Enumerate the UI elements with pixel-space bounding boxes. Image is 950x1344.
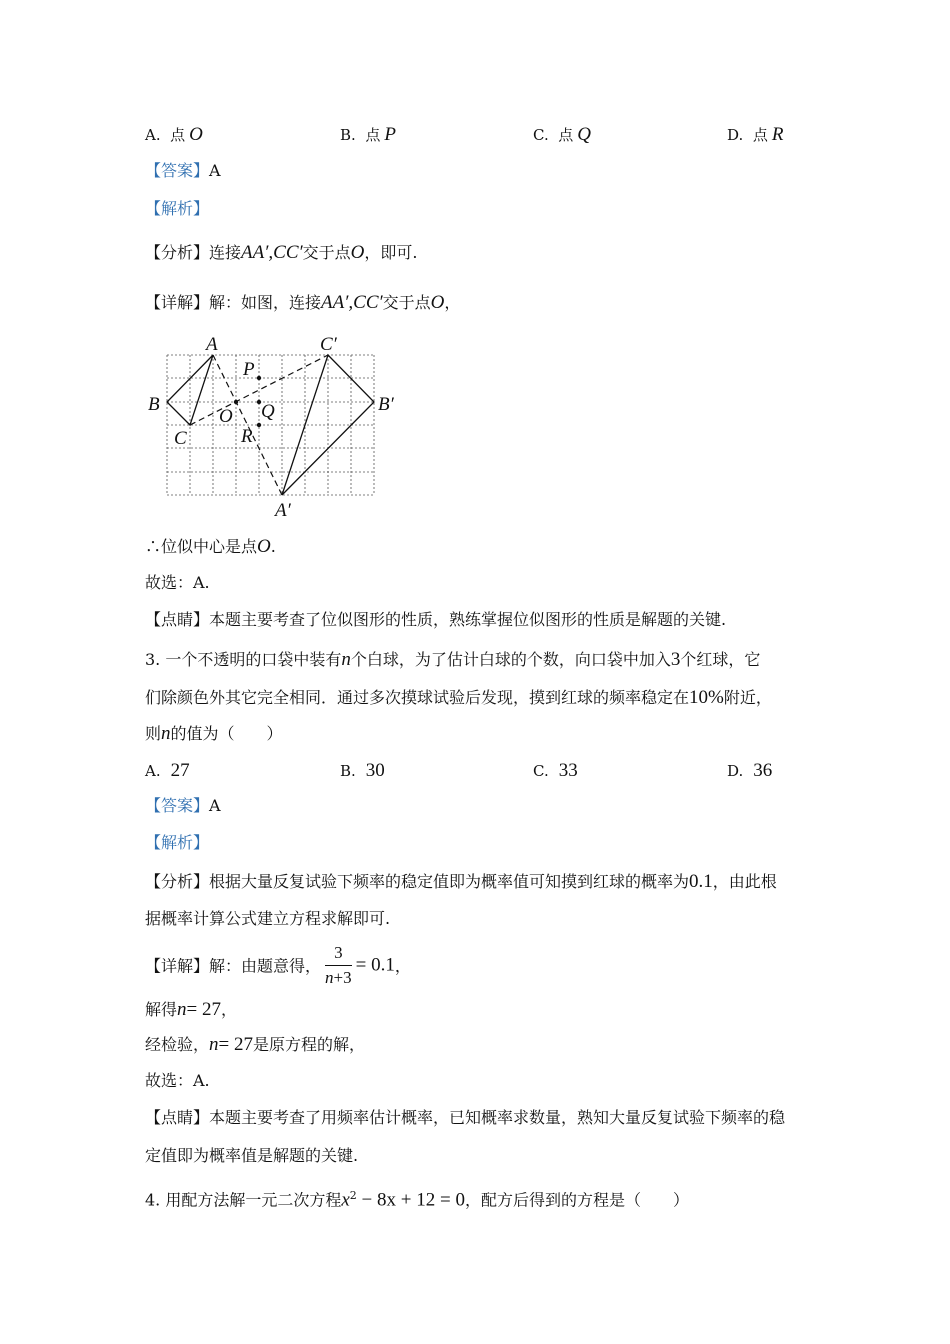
text: 的值为（ ） — [170, 724, 283, 743]
q3-guxuan-line: 故选：A. — [145, 1071, 210, 1090]
homothety-figure — [140, 330, 410, 525]
jiexi-tag: 【解析】 — [145, 199, 210, 218]
dianjing-tag: 【点睛】 — [145, 1108, 210, 1127]
dianjing-tag: 【点睛】 — [145, 610, 210, 629]
label-p: P — [243, 359, 255, 380]
q3-option-d — [727, 760, 772, 782]
math: AA′,CC′ — [241, 242, 303, 263]
option-word: 点 — [752, 126, 768, 144]
text: 则 — [145, 724, 162, 743]
label-r: R — [241, 426, 253, 447]
text: ，配方后得到的方程是（ ） — [464, 1190, 689, 1210]
xiangjie-tag: 【详解】 — [145, 956, 210, 976]
points — [234, 376, 261, 427]
math: n — [177, 999, 187, 1020]
text: 解得 — [145, 1000, 178, 1019]
math: 2 — [349, 1189, 357, 1202]
option-word: 点 — [558, 126, 574, 144]
q3-xiangjie-line — [145, 943, 411, 989]
option-letter: A. — [145, 762, 161, 780]
option-c — [533, 124, 591, 146]
xiangjie-tag: 【详解】 — [145, 293, 210, 312]
fraction-numerator: 3 — [325, 943, 352, 966]
q3-line2 — [145, 688, 772, 707]
text: 解：如图，连接 — [209, 293, 322, 312]
text: ， — [220, 1000, 237, 1019]
text: 解：由题意得， — [209, 956, 322, 976]
label-b-prime: B′ — [378, 394, 394, 415]
label-a-prime: A′ — [275, 500, 291, 521]
option-word: 点 — [365, 126, 381, 144]
triangle-abc — [167, 355, 213, 425]
text: 个白球，为了估计白球的个数，向口袋中加入 — [350, 650, 671, 669]
text: 交于点 — [302, 243, 351, 262]
label-c-prime: C′ — [320, 334, 337, 355]
q3-option-c — [533, 760, 578, 782]
label-a: A — [206, 334, 218, 355]
option-b — [340, 124, 396, 146]
option-a — [145, 124, 203, 146]
text: 是原方程的解， — [252, 1035, 365, 1054]
text: 经检验， — [145, 1035, 210, 1054]
answer-line — [145, 163, 221, 179]
point-o — [234, 400, 238, 404]
answer-tag: 【答案】 — [145, 161, 210, 180]
math: n — [341, 649, 351, 670]
text: ，即可. — [364, 243, 418, 262]
q3-fenxi-line2: 据概率计算公式建立方程求解即可. — [145, 909, 391, 928]
text: 们除颜色外其它完全相同．通过多次摸球试验后发现，摸到红球的频率稳定在 — [145, 688, 690, 707]
answer-value: A — [209, 796, 221, 815]
option-letter: C. — [533, 762, 549, 780]
point-r — [257, 423, 261, 427]
option-value: 36 — [753, 760, 773, 781]
option-math: O — [189, 124, 203, 145]
text: 附近， — [723, 688, 772, 707]
q3-jiede-line — [145, 1000, 237, 1019]
math: − 8x + 12 = 0 — [356, 1189, 465, 1211]
q3-dianjing-line1 — [145, 1110, 785, 1126]
guxuan-line: 故选：A. — [145, 573, 210, 592]
text: 本题主要考查了位似图形的性质，熟练掌握位似图形的性质是解题的关键. — [209, 610, 727, 629]
text: ， — [394, 956, 411, 976]
option-math: P — [384, 124, 396, 145]
text: 本题主要考查了用频率估计概率，已知概率求数量，熟知大量反复试验下频率的稳 — [209, 1108, 786, 1127]
text: 连接 — [209, 243, 242, 262]
q3-line3 — [145, 724, 283, 743]
fenxi-line — [145, 243, 418, 262]
dianjing-line — [145, 612, 726, 628]
option-letter: D. — [727, 126, 744, 144]
text: 根据大量反复试验下频率的稳定值即为概率值可知摸到红球的概率为 — [209, 872, 690, 891]
option-letter: A. — [145, 126, 161, 144]
number: 10% — [689, 687, 724, 708]
fraction — [325, 943, 352, 989]
q3-jianyan-line — [145, 1035, 365, 1054]
math: +3 — [333, 968, 352, 988]
option-value: 33 — [558, 760, 578, 781]
number: = 27 — [186, 999, 221, 1020]
option-math: R — [771, 124, 784, 145]
label-q: Q — [261, 401, 275, 422]
math: O — [350, 242, 365, 263]
therefore-line — [145, 537, 276, 556]
fenxi-tag: 【分析】 — [145, 872, 210, 891]
text: . — [270, 537, 276, 556]
option-word: 点 — [170, 126, 186, 144]
text: ∴位似中心是点 — [145, 537, 258, 556]
q4-line — [145, 1190, 689, 1209]
fraction-denominator — [325, 966, 352, 988]
option-d — [727, 124, 783, 146]
text: 3. 一个不透明的口袋中装有 — [145, 650, 342, 669]
math: n — [161, 723, 171, 744]
math: x — [341, 1189, 350, 1211]
label-o: O — [219, 406, 233, 427]
answer-value: A — [209, 161, 221, 180]
number: = 27 — [218, 1034, 253, 1055]
option-value: 27 — [170, 760, 190, 781]
option-letter: C. — [533, 126, 549, 144]
math: AA′,CC′ — [321, 292, 383, 313]
math: n — [209, 1034, 219, 1055]
q3-line1 — [145, 650, 760, 669]
line-cc-prime — [190, 355, 328, 425]
text: 个红球，它 — [680, 650, 761, 669]
q3-option-b — [340, 760, 385, 782]
math: O — [430, 292, 445, 313]
label-b: B — [148, 394, 160, 415]
text: 交于点 — [382, 293, 431, 312]
q3-jiexi-tag: 【解析】 — [145, 833, 210, 852]
q3-answer-line — [145, 798, 221, 814]
grid — [167, 355, 374, 495]
q3-option-a — [145, 760, 190, 782]
text: ， — [444, 293, 461, 312]
number: 0.1 — [689, 871, 713, 892]
q3-fenxi-line1 — [145, 872, 777, 891]
answer-tag: 【答案】 — [145, 796, 210, 815]
math: O — [257, 536, 271, 557]
option-math: Q — [577, 124, 592, 145]
math: n — [325, 968, 334, 988]
text: 4. 用配方法解一元二次方程 — [145, 1190, 342, 1210]
fenxi-tag: 【分析】 — [145, 243, 210, 262]
xiangjie-line — [145, 293, 460, 312]
q3-dianjing-line2: 定值即为概率值是解题的关键. — [145, 1146, 359, 1165]
point-p — [257, 376, 261, 380]
text: ，由此根 — [712, 872, 777, 891]
option-letter: B. — [340, 126, 356, 144]
number: 3 — [670, 649, 681, 670]
option-value: 30 — [365, 760, 385, 781]
label-c: C — [174, 428, 187, 449]
option-letter: B. — [340, 762, 356, 780]
option-letter: D. — [727, 762, 744, 780]
number: = 0.1 — [355, 954, 395, 976]
